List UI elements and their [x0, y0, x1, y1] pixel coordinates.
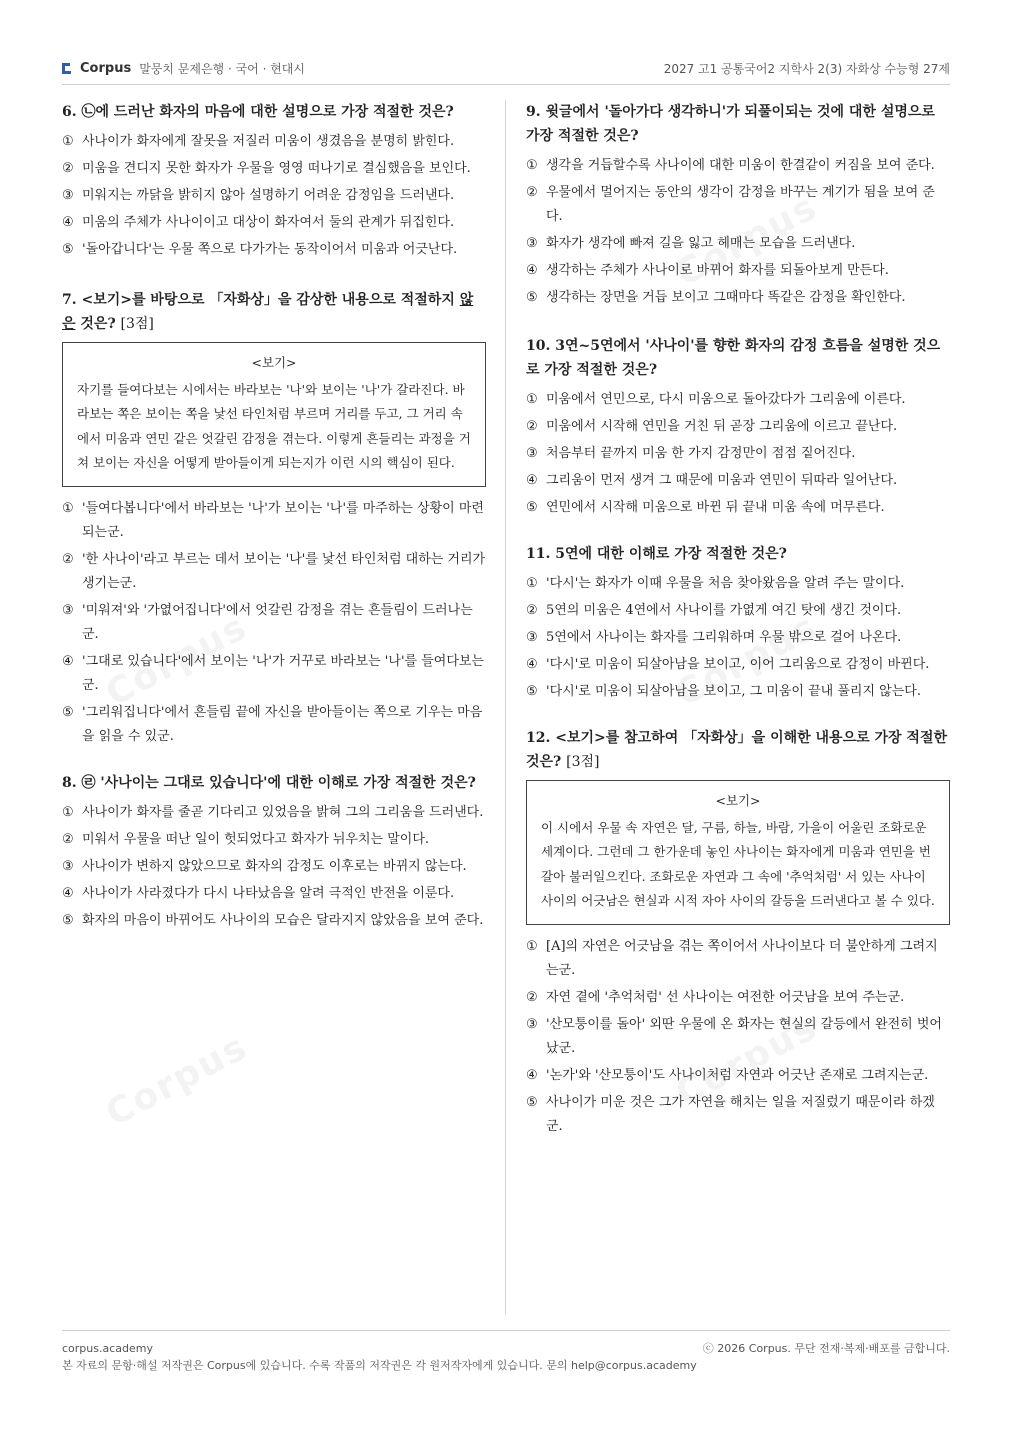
option[interactable]: ④ '논가'와 '산모퉁이'도 사나이처럼 자연과 어긋난 존재로 그려지는군. — [526, 1067, 929, 1083]
option[interactable]: ① [A]의 자연은 어긋남을 겪는 쪽이어서 사나이보다 더 불안하게 그려지는군. — [526, 938, 938, 978]
option[interactable]: ② 미움에서 시작해 연민을 거친 뒤 곧장 그리움에 이르고 끝난다. — [526, 419, 898, 434]
option[interactable]: ③ 처음부터 끝까지 미움 한 가지 감정만이 점점 짙어진다. — [526, 446, 856, 461]
option[interactable]: ③ 미워지는 까닭을 밝히지 않아 설명하기 어려운 감정임을 드러낸다. — [62, 188, 455, 203]
bogi-box — [62, 342, 486, 487]
question-6 — [62, 100, 486, 262]
option[interactable]: ⑤ '돌아갑니다'는 우물 쪽으로 다가가는 동작이어서 미움과 어긋난다. — [62, 242, 458, 257]
option[interactable]: ③ '미워져'와 '가엾어집니다'에서 엇갈린 감정을 겪는 흔들림이 드러나는군. — [62, 602, 473, 642]
option[interactable]: ③ 5연에서 사나이는 화자를 그리워하며 우물 밖으로 걸어 나온다. — [526, 630, 902, 645]
option[interactable]: ⑤ 화자의 마음이 바뀌어도 사나이의 모습은 달라지지 않았음을 보여 준다. — [62, 912, 484, 928]
question-8 — [62, 771, 486, 933]
option[interactable]: ② 미워서 우물을 떠난 일이 헛되었다고 화자가 뉘우치는 말이다. — [62, 831, 430, 847]
question-title: 10. 3연~5연에서 '사나이'를 향한 화자의 감정 흐름을 설명한 것으로 가장 적절한 것은? — [526, 338, 941, 378]
question-title: 6. ㉡에 드러난 화자의 마음에 대한 설명으로 가장 적절한 것은? — [62, 104, 454, 120]
bogi-text: 이 시에서 우물 속 자연은 달, 구름, 하늘, 바람, 가을이 어울린 조화로운 세계이다. 그런데 그 한가운데 놓인 사나이는 화자에게 미움과 연민을 번갈아 불러일으킨다. 조화로운 자연과 그 속에 '추억처럼' 서 있는 사나이 사이의 어긋남은 현실과 시적 자아 사이의 갈등을 드러낸다고 볼 수 있다. — [541, 819, 935, 908]
right-column — [526, 100, 950, 1142]
points: [3점] — [120, 316, 154, 332]
option[interactable]: ① 생각을 거듭할수록 사나이에 대한 미움이 한결같이 커짐을 보여 준다. — [526, 158, 935, 173]
question-7 — [62, 288, 486, 749]
question-title: 11. 5연에 대한 이해로 가장 적절한 것은? — [526, 546, 787, 562]
bogi-title: <보기> — [251, 355, 297, 370]
page-footer — [62, 1330, 950, 1374]
option[interactable]: ⑤ 연민에서 시작해 미움으로 바뀐 뒤 끝내 미움 속에 머무른다. — [526, 500, 885, 515]
option[interactable]: ② 자연 곁에 '추억처럼' 선 사나이는 여전한 어긋남을 보여 주는군. — [526, 989, 905, 1005]
option[interactable]: ③ 화자가 생각에 빠져 길을 잃고 헤매는 모습을 드러낸다. — [526, 236, 856, 251]
bogi-title: <보기> — [715, 793, 761, 808]
column-divider — [505, 100, 506, 1315]
option[interactable]: ④ 생각하는 주체가 사나이로 바뀌어 화자를 되돌아보게 만든다. — [526, 263, 889, 278]
corpus-logo-icon — [62, 63, 71, 74]
option[interactable]: ① 사나이가 화자에게 잘못을 저질러 미움이 생겼음을 분명히 밝힌다. — [62, 134, 455, 149]
footer-copyright: ⓒ 2026 Corpus. 무단 전재·복제·배포를 금합니다. — [702, 1342, 950, 1355]
option[interactable]: ④ '그대로 있습니다'에서 보이는 '나'가 거꾸로 바라보는 '나'를 들여다보는군. — [62, 653, 484, 693]
brand-name: Corpus — [80, 61, 132, 76]
option[interactable]: ② 우물에서 멀어지는 동안의 생각이 감정을 바꾸는 계기가 됨을 보여 준다. — [526, 185, 935, 224]
question-9 — [526, 100, 950, 310]
question-10 — [526, 334, 950, 520]
option[interactable]: ① '들여다봅니다'에서 바라보는 '나'가 보이는 '나'를 마주하는 상황이 마련되는군. — [62, 500, 484, 540]
option[interactable]: ② 5연의 미움은 4연에서 사나이를 가엾게 여긴 탓에 생긴 것이다. — [526, 603, 902, 618]
option[interactable]: ① 사나이가 화자를 줄곧 기다리고 있었음을 밝혀 그의 그리움을 드러낸다. — [62, 804, 484, 820]
option[interactable]: ① 미움에서 연민으로, 다시 미움으로 돌아갔다가 그리움에 이른다. — [526, 392, 906, 407]
question-title: 8. ㉣ '사나이는 그대로 있습니다'에 대한 이해로 가장 적절한 것은? — [62, 774, 476, 791]
watermark — [99, 1026, 254, 1134]
option[interactable]: ⑤ '그리워집니다'에서 흔들림 끝에 자신을 받아들이는 쪽으로 기우는 마음을 읽을 수 있군. — [62, 704, 483, 744]
document-title: 2027 고1 공통국어2 지학사 2(3) 자화상 수능형 27제 — [663, 62, 950, 76]
question-11 — [526, 542, 950, 704]
question-12 — [526, 726, 950, 1139]
left-column — [62, 100, 486, 936]
brand — [62, 60, 305, 77]
option[interactable]: ② '한 사나이'라고 부르는 데서 보이는 '나'를 낯선 타인처럼 대하는 거리가 생기는군. — [62, 551, 486, 591]
footer-site-link[interactable]: corpus.academy — [62, 1342, 153, 1355]
option[interactable]: ④ 미움의 주체가 사나이이고 대상이 화자여서 둘의 관계가 뒤집힌다. — [62, 215, 455, 230]
bogi-text: 자기를 들여다보는 시에서는 바라보는 '나'와 보이는 '나'가 갈라진다. 바라보는 쪽은 보이는 쪽을 낯선 타인처럼 부르며 거리를 두고, 그 거리 속에서 미움과 연민 같은 엇갈린 감정을 겪는다. 이렇게 흔들리는 과정을 거쳐 보이는 자신을 어떻게 받아들이게 되는지가 이런 시의 핵심이 된다. — [77, 381, 471, 470]
option[interactable]: ④ 사나이가 사라졌다가 다시 나타났음을 알려 극적인 반전을 이룬다. — [62, 885, 455, 901]
option[interactable]: ③ '산모퉁이를 돌아' 외딴 우물에 온 화자는 현실의 갈등에서 완전히 벗어났군. — [526, 1016, 942, 1056]
footer-notice: 본 자료의 문항·해설 저작권은 Corpus에 있습니다. 수록 작품의 저작권은 각 원저작자에게 있습니다. 문의 help@corpus.academy — [62, 1359, 697, 1372]
question-title: 9. 윗글에서 '돌아가다 생각하니'가 되풀이되는 것에 대한 설명으로 가장 적절한 것은? — [526, 104, 935, 144]
question-title: 7. <보기>를 바탕으로 「자화상」을 감상한 내용으로 적절하지 않은 것은? [3점] — [62, 292, 474, 332]
option[interactable]: ② 미움을 견디지 못한 화자가 우물을 영영 떠나기로 결심했음을 보인다. — [62, 161, 471, 176]
page-header — [62, 56, 950, 85]
option[interactable]: ⑤ 사나이가 미운 것은 그가 자연을 해치는 일을 저질렀기 때문이라 하겠군. — [526, 1094, 935, 1134]
brand-subtitle: 말뭉치 문제은행 · 국어 · 현대시 — [139, 62, 305, 76]
option[interactable]: ⑤ '다시'로 미움이 되살아남을 보이고, 그 미움이 끝내 풀리지 않는다. — [526, 684, 921, 699]
option[interactable]: ④ 그리움이 먼저 생겨 그 때문에 미움과 연민이 뒤따라 일어난다. — [526, 473, 898, 488]
option[interactable]: ⑤ 생각하는 장면을 거듭 보이고 그때마다 똑같은 감정을 확인한다. — [526, 290, 906, 305]
points: [3점] — [566, 754, 600, 770]
option[interactable]: ① '다시'는 화자가 이때 우물을 처음 찾아왔음을 알려 주는 말이다. — [526, 576, 905, 591]
option[interactable]: ④ '다시'로 미움이 되살아남을 보이고, 이어 그리움으로 감정이 바뀐다. — [526, 657, 930, 672]
question-title: 12. <보기>를 참고하여 「자화상」을 이해한 내용으로 가장 적절한 것은? [3점] — [526, 730, 947, 770]
bogi-box — [526, 780, 950, 925]
option[interactable]: ③ 사나이가 변하지 않았으므로 화자의 감정도 이후로는 바뀌지 않는다. — [62, 858, 467, 874]
